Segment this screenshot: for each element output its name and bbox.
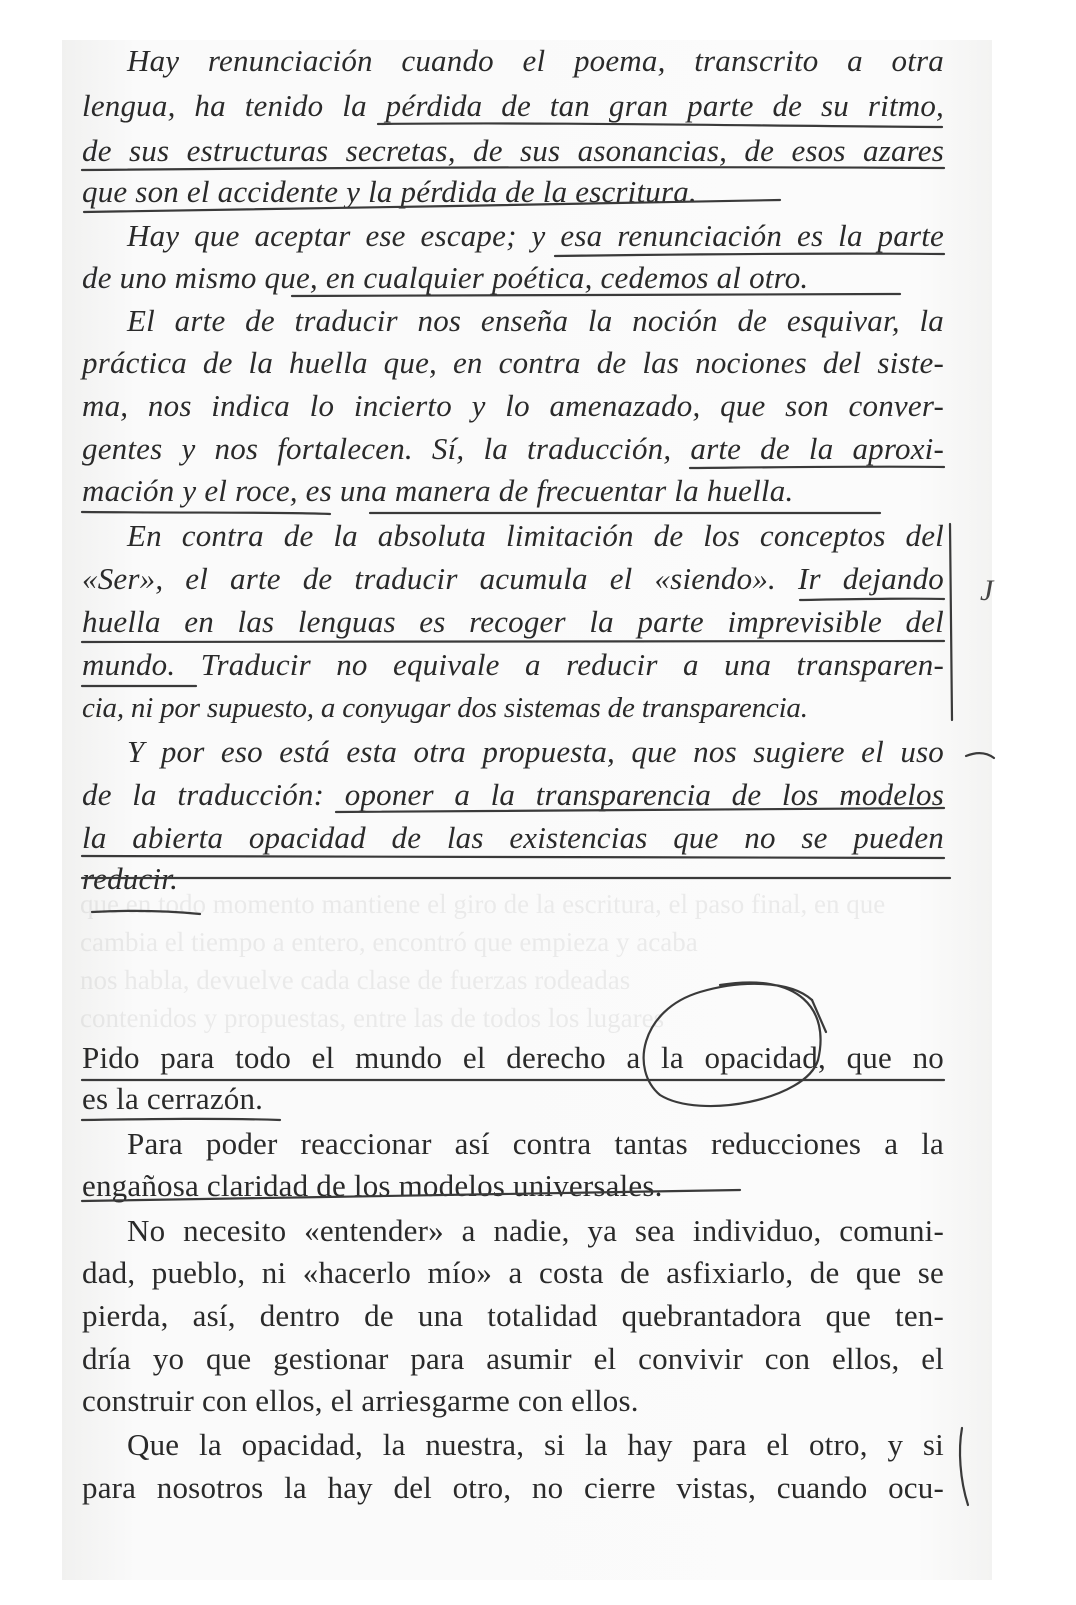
- text-line-13: «Ser», el arte de traducir acumula el «siendo». Ir dejando: [82, 561, 944, 596]
- text-line-9: ma, nos indica lo incierto y lo amenazado, que son conver-: [82, 388, 944, 423]
- text-line-24: engañosa claridad de los modelos universales.: [82, 1168, 663, 1203]
- text-line-16: cia, ni por supuesto, a conyugar dos sistemas de transparencia.: [82, 692, 808, 724]
- text-line-2: lengua, ha tenido la pérdida de tan gran parte de su ritmo,: [82, 88, 944, 123]
- text-line-27: pierda, así, dentro de una totalidad quebrantadora que ten-: [82, 1298, 944, 1333]
- text-line-22: es la cerrazón.: [82, 1081, 264, 1116]
- text-line-20: reducir.: [82, 861, 179, 896]
- text-line-8: práctica de la huella que, en contra de las nociones del siste-: [82, 345, 944, 380]
- text-line-5: Hay que aceptar ese escape; y esa renunciación es la parte: [127, 218, 944, 253]
- text-line-10: gentes y nos fortalecen. Sí, la traducción, arte de la aproxi-: [82, 431, 944, 466]
- text-line-7: El arte de traducir nos enseña la noción de esquivar, la: [127, 303, 944, 338]
- text-line-12: En contra de la absoluta limitación de los conceptos del: [127, 518, 944, 553]
- text-line-21: [82, 1037, 944, 1079]
- text-line-30: Que la opacidad, la nuestra, si la hay para el otro, y si: [127, 1427, 944, 1462]
- text-line-25: No necesito «entender» a nadie, ya sea individuo, comuni-: [127, 1213, 944, 1248]
- line-text: Pido para todo el mundo el derecho a la opacidad, que no: [82, 1040, 944, 1075]
- text-line-26: dad, pueblo, ni «hacerlo mío» a costa de asfixiarlo, de que se: [82, 1255, 944, 1290]
- text-line-11: mación y el roce, es una manera de frecuentar la huella.: [82, 473, 794, 508]
- text-line-18: de la traducción: oponer a la transparencia de los modelos: [82, 777, 944, 812]
- text-line-3: de sus estructuras secretas, de sus asonancias, de esos azares: [82, 133, 944, 168]
- text-line-6: de uno mismo que, en cualquier poética, cedemos al otro.: [82, 260, 809, 295]
- text-line-28: dría yo que gestionar para asumir el convivir con ellos, el: [82, 1341, 944, 1376]
- text-line-19: la abierta opacidad de las existencias que no se pueden: [82, 820, 944, 855]
- text-line-31: para nosotros la hay del otro, no cierre vistas, cuando ocu-: [82, 1470, 944, 1505]
- text-line-4: que son el accidente y la pérdida de la escritura.: [82, 174, 697, 209]
- bleed-through-text: que en todo momento mantiene el giro de la escritura, el paso final, en que cambia el tiempo a entero, encontró que empieza y acaba nos habla, devuelve cada clase de fuerzas rodeadas contenidos y propuestas, entre las de todos los lugares: [80, 889, 886, 1033]
- line-text: Hay renunciación cuando el poema, transcrito a otra: [127, 43, 944, 78]
- margin-note: J: [980, 574, 994, 607]
- text-line-23: Para poder reaccionar así contra tantas reducciones a la: [127, 1126, 944, 1161]
- text-line-29: construir con ellos, el arriesgarme con ellos.: [82, 1383, 639, 1418]
- text-line-15: mundo. Traducir no equivale a reducir a una transparen-: [82, 647, 944, 682]
- text-line-17: Y por eso está esta otra propuesta, que nos sugiere el uso: [127, 734, 944, 769]
- text-line-14: huella en las lenguas es recoger la parte imprevisible del: [82, 604, 944, 639]
- text-line-1: [82, 40, 944, 82]
